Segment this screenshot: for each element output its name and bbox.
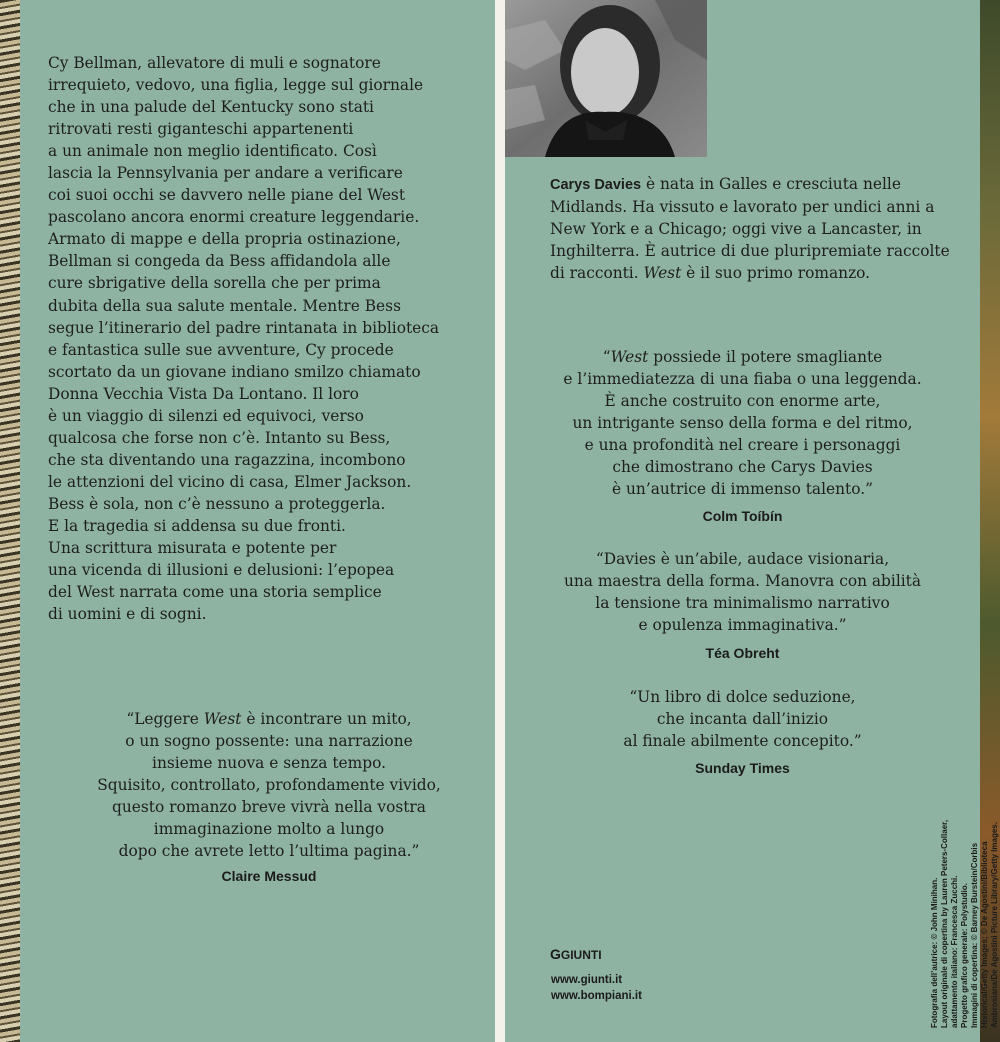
text-line: e opulenza immaginativa.” [638,616,847,635]
image-credits [930,788,1000,1028]
giunti-logo-mark: G [550,946,561,962]
quote-toibin-author: Colm Toíbín [702,508,783,524]
author-bio: Carys Davies è nata in Galles e cresciuta nelle Midlands. Ha vissuto e lavorato per undici anni a New York e a Chicago; oggi vive a Lancaster, in Inghilterra. È autrice di due pluripremiate raccolte di racconti. West è il suo primo romanzo. [550,175,950,282]
quote-obreht-author: Téa Obreht [705,645,780,661]
text-line: lascia la Pennsylvania per andare a verificare [48,164,403,183]
websites [551,972,642,1004]
text-line: che dimostrano che Carys Davies [612,458,873,477]
text-line: Fotografia dell’autrice: © John Minihan. [930,877,939,1028]
website-bompiani-link[interactable]: www.bompiani.it [551,990,642,1002]
text-line: ritrovati resti giganteschi appartenenti [48,120,354,139]
text-line: e fantastica sulle sue avventure, Cy procede [48,340,394,359]
text-line: coi suoi occhi se davvero nelle piane del West [48,186,406,205]
text-line: Cy Bellman, allevatore di muli e sognatore [48,54,381,72]
text-line: Bellman si congeda da Bess affidandola alle [48,252,391,271]
synopsis-text [48,52,468,625]
text-line: Donna Vecchia Vista Da Lontano. Il loro [48,384,359,403]
text-line: Progetto grafico generale: Polystudio. [960,883,969,1028]
text-line: “Leggere West è incontrare un mito, [126,710,412,728]
text-line: e l’immediatezza di una fiaba o una leggenda. [563,370,922,389]
text-line: al finale abilmente concepito.” [623,732,862,751]
text-line: Armato di mappe e della propria ostinazione, [48,230,401,249]
text-line: dopo che avrete letto l’ultima pagina.” [118,842,420,861]
text-line: le attenzioni del vicino di casa, Elmer Jackson. [48,472,412,491]
cover-art-edge-left [0,0,20,1042]
website-giunti-link[interactable]: www.giunti.it [551,974,623,986]
text-line: Bess è sola, non c’è nessuno a proteggerla. [48,494,386,513]
text-line: E la tragedia si addensa su due fronti. [48,516,346,535]
author-photo [505,0,707,157]
text-line: È anche costruito con enorme arte, [604,392,881,411]
text-line: una vicenda di illusioni e delusioni: l’epopea [48,561,395,580]
fold-gutter [495,0,505,1042]
text-line: Squisito, controllato, profondamente vivido, [97,776,441,795]
text-line: una maestra della forma. Manovra con abilità [563,572,922,591]
text-line: questo romanzo breve vivrà nella vostra [112,798,426,817]
text-line: segue l’itinerario del padre rintanata in biblioteca [48,318,440,337]
text-line: un intrigante senso della forma e del ritmo, [572,414,913,433]
text-line: Immagini di copertina: © Barney Burstein/Corbis [970,842,979,1028]
text-line: Ambrosiana/De Agostini Picture Library/Getty Images. [990,822,999,1028]
text-line: che in una palude del Kentucky sono stati [48,98,374,117]
publisher-logo: GGIUNTI [550,946,602,962]
text-line: “Un libro di dolce seduzione, [629,688,856,706]
text-line: immaginazione molto a lungo [153,820,385,839]
text-line: dubita della sua salute mentale. Mentre Bess [48,296,401,315]
text-line: irrequieto, vedovo, una figlia, legge sul giornale [48,76,424,95]
quote-toibin [505,346,980,500]
text-line: Una scrittura misurata e potente per [48,539,337,558]
text-line: è un viaggio di silenzi ed equivoci, verso [48,406,364,425]
text-line: a un animale non meglio identificato. Così [48,142,377,161]
text-line: pascolano ancora enormi creature leggendarie. [48,208,420,227]
text-line: scortato da un giovane indiano smilzo chiamato [48,362,421,381]
author-name: Carys Davies [550,177,642,193]
quote-sunday-times-author: Sunday Times [695,760,790,776]
quote-messud-author: Claire Messud [221,868,317,884]
text-line: la tensione tra minimalismo narrativo [595,594,890,613]
text-line: Layout originale di copertina by Lauren Peters-Collaer, [940,819,949,1028]
text-line: che sta diventando una ragazzina, incombono [48,450,406,469]
text-line: qualcosa che forse non c’è. Intanto su Bess, [48,428,391,447]
quote-messud [44,708,494,862]
text-line: Historical/Getty Images; © De Agostini/Biblioteca [980,841,989,1028]
text-line: è un’autrice di immenso talento.” [612,480,873,499]
text-line: o un sogno possente: una narrazione [125,732,413,751]
text-line: “Davies è un’abile, audace visionaria, [595,550,890,568]
quote-obreht [505,548,980,636]
book-title: West [643,264,682,282]
text-line: cure sbrigative della sorella che per prima [48,274,381,293]
text-line: adattamento italiano: Francesca Zucchi. [950,875,959,1028]
text-line: e una profondità nel creare i personaggi [584,436,901,455]
text-line: che incanta dall’inizio [656,710,829,729]
text-line: “West possiede il potere smagliante [602,348,883,366]
text-line: di uomini e di sogni. [48,605,207,624]
quote-sunday-times [505,686,980,752]
text-line: del West narrata come una storia semplice [48,583,382,602]
text-line: insieme nuova e senza tempo. [152,754,386,773]
